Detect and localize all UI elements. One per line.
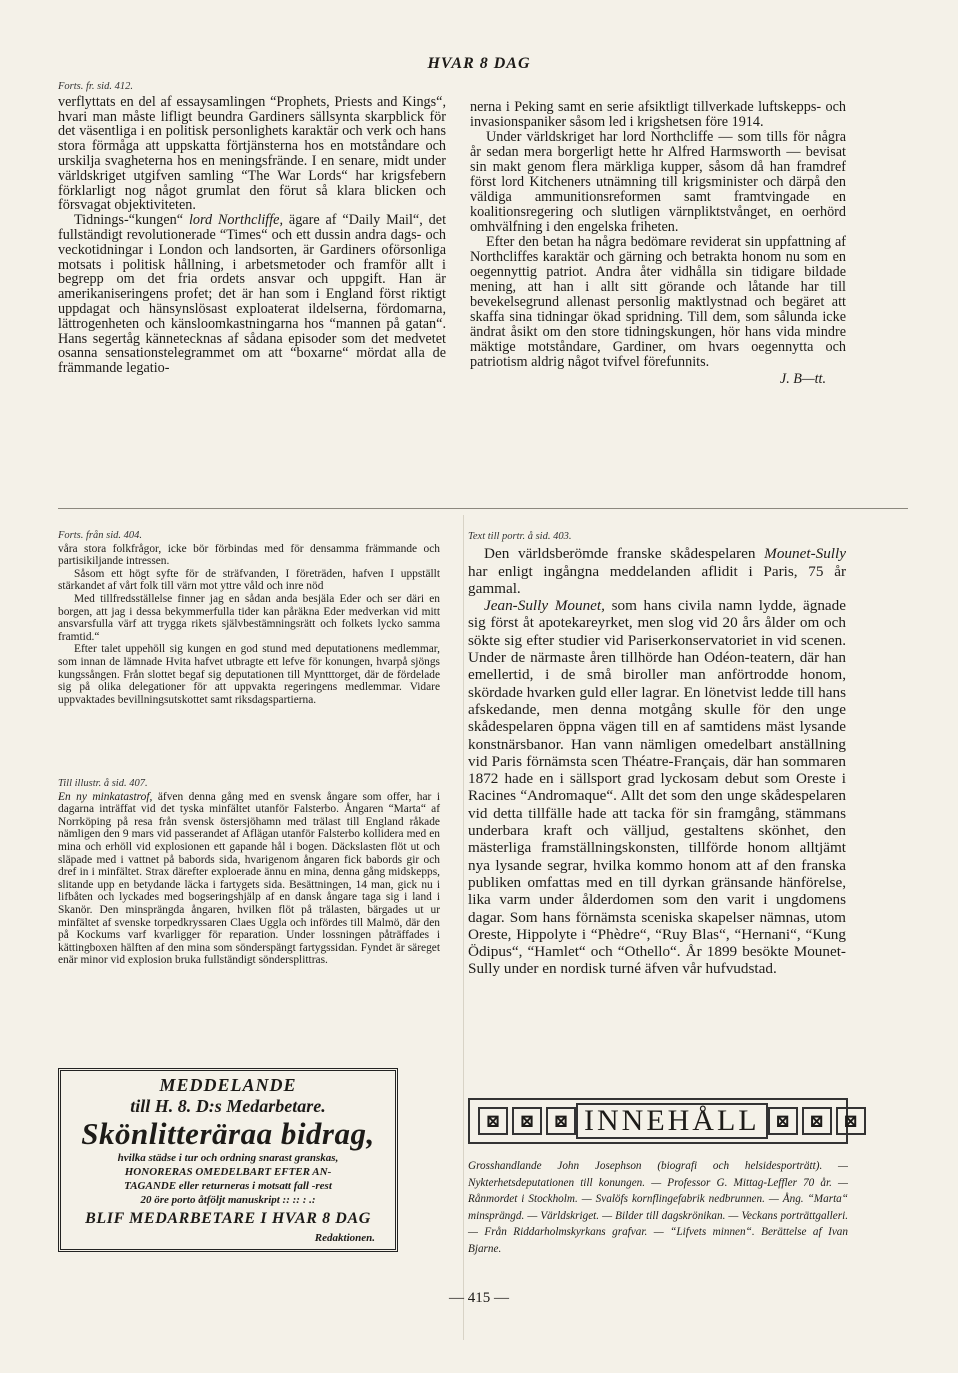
ornament-icon: ⊠ [768, 1107, 798, 1135]
article-text: Tidnings-“kungen“ [74, 212, 184, 229]
mine-disaster-notice [58, 778, 440, 967]
notice-paragraph: Såsom ett högt syfte för de sträfvanden, I företräden, hafven I uppställt stärkandet af vårt folk till värn mot yttre våld och inre nöd [58, 567, 440, 593]
article-paragraph: verflyttats en del af essaysamlingen “Prophets, Priests and Kings“, hvari man måste lifligt beundra Gardiners sällsynta skarpblick för det väsentliga i en politisk personlighets karaktär och verk och hans stora förmåga att uppskatta förtjänsterna hos en motståndare och urskilja svagheterna hos en meningsfrände. I en senare, midt under världskriget utgifven samling “The War Lords“ har krigsfebern förklarligt nog något grumlat den förut så klara blicken och försvagat objektiviteten. [58, 93, 446, 214]
obituary-text: Den världsberömde franske skådespelaren [484, 545, 756, 563]
contents-banner [468, 1098, 859, 1144]
ad-line: TAGANDE eller returneras i motsatt fall -rest [124, 1180, 332, 1192]
person-name: Jean-Sully Mounet, [484, 597, 605, 615]
ad-call-to-action: BLIF MEDARBETARE I HVAR 8 DAG [85, 1210, 371, 1227]
ad-subheading: till H. 8. D:s Medarbetare. [130, 1096, 326, 1116]
article-column-2 [470, 100, 846, 387]
ornament-group-right [768, 1107, 866, 1135]
ad-heading: MEDDELANDE [159, 1075, 297, 1095]
article-paragraph: Efter den betan ha några bedömare reviderat sin uppfattning af Northcliffes karaktär och gärning och betrakta honom nu som en oegennyttig patriot. Andra åter vidhålla sin tidigare bildade mening, att han i allt sitt görande och låtande har till bevekelsegrund allenast personlig maktlystnad och begäret att skaffa sina tidningar ökad spridning. Till dem, som sålunda icke ändrat åsikt om den store tidningskungen, hör hans vida mindre mäktige motståndare, Gardiner, om hvars oegennytta och patriotism aldrig något tvifvel förefunnits. [470, 234, 846, 370]
notice-text: äfven denna gång med en svensk ångare som offer, har i dagarna inträffat vid det tyska minfältet utanför Falsterbo. Ångaren “Marta“ af Norrköping på resa från svensk östersjöhamn med trälast till England råkade nämligen den 9 mars vid passerandet af Aflägan utanför Falsterbo kollidera med en mina och erhöll vid explosionen ett gapande hål i bogen. Däckslasten flöt ut och släpade med i vattnet på babords sida, hvarigenom ångaren fick babords gir och dref in i minfältet. Strax därefter exploerade ännu en mina, denna gång midskepps, slitande upp en betydande läcka i fartygets sida. Besättningen, 14 man, gick nu i lifbåten och lyckades med bogseringshjälp af en dansk ångare taga sig i land i Skanör. Den minsprängda ångaren, hvilken flöt på trälasten, bärgades ut ur minfältet af svenske torpedkryssaren Claes Uggla och infördes till Malmö, där den på Kockums varf kvarligger för reparation. Under lossningen påträffades i kättingboxen hälften af den mina som sönderspängt fartygssidan. Fyndet är säreget enär minor vid explosion bruka fullständigt söndersplittras. [58, 790, 440, 967]
ornament-icon: ⊠ [512, 1107, 542, 1135]
obituary-text: har enligt ingångna meddelanden aflidit i Paris, 75 år gammal. [468, 562, 846, 597]
ad-line: HONORERAS OMEDELBART EFTER AN- [124, 1166, 332, 1178]
ornament-icon: ⊠ [546, 1107, 576, 1135]
article-paragraph: nerna i Peking samt en serie afsiktligt tillverkade luftskepps- och invasionspaniker såsom led i krigshetsen före 1914. [470, 99, 846, 130]
ad-line: 20 öre porto åtföljt manuskript :: :: : .: [140, 1194, 316, 1206]
ornament-icon: ⊠ [802, 1107, 832, 1135]
article-column-1 [58, 80, 446, 376]
continuation-reference: Forts. fr. sid. 412. [58, 81, 133, 92]
contents-title: INNEHÅLL [576, 1103, 768, 1139]
ad-signature: Redaktionen. [314, 1232, 375, 1244]
ad-line: hvilka städse i tur och ordning snarast granskas, [117, 1152, 339, 1164]
article-text: ägare af “Daily Mail“, det fullständigt revolutionerade “Times“ och ett dussin andra dags- och veckotidningar i London och landsorten, är Gardiners oförsonliga motsats i politisk hållning, i arbetsmetoder och framför allt i begrepp om det fria ordets ansvar och uppgift. Han är amerikaniseringens profet; det är han som i England först riktigt uppdagat och hänsynslösast exploaterat ildelserna, fördomarna, lättrogenheten och känsloomkastningarna hos “mannen på gatan“. Hans segertåg kännetecknas af sådana episoder som det medvetet osanna sensationstelegrammet om att “boxarne“ mördat alla de främmande legatio- [58, 212, 447, 377]
contributor-advertisement [58, 1068, 398, 1252]
portrait-reference: Text till portr. å sid. 403. [468, 531, 572, 542]
actor-obituary [468, 528, 846, 978]
running-head: HVAR 8 DAG [427, 55, 531, 72]
article-paragraph [58, 213, 446, 376]
person-name: lord Northcliffe, [188, 212, 283, 229]
ornament-icon: ⊠ [836, 1107, 866, 1135]
page-number: — 415 — [449, 1290, 509, 1306]
continuation-reference: Forts. från sid. 404. [58, 530, 143, 541]
notice-lead: En ny minkatastrof, [58, 790, 153, 803]
section-divider [58, 508, 908, 509]
obituary-paragraph [468, 597, 846, 978]
illustration-reference: Till illustr. å sid. 407. [58, 778, 148, 789]
notice-paragraph: våra stora folkfrågor, icke bör förbindas med för densamma främmande och partisikiljande intressen. [58, 542, 440, 568]
contents-list: Grosshandlande John Josephson (biografi och helsidesporträtt). — Nykterhetsdeputationen till konungen. — Professor G. Mittag-Leffler 70 år. — Rånmordet i Stockholm. — Svalöfs kornflingefabrik nedbrunnen. — Ång. “Marta“ minsprängd. — Världskriget. — Bilder till dagskrönikan. — Veckans porträttgalleri. — Från Riddarholmskyrkans grafvar. — “Lifvets minnen“. Berättelse af Ivan Bjarne. [468, 1160, 848, 1255]
ad-headline: Skönlitteräraa bidrag, [81, 1116, 375, 1151]
ornament-group-left [478, 1107, 576, 1135]
deputation-notice [58, 530, 440, 706]
article-paragraph: Under världskriget har lord Northcliffe — som tills för några år sedan mera borgerligt hette hr Alfred Harmsworth — bevisat sin makt genom flera märkliga kupper, såsom då han framdref först lord Kitcheners utnämning till krigsminister och därpå den väldiga ammunitionsreformen samt framtvingade en koalitionsregering och slutligen värnpliktstvånget, en oerhörd omhvälfning i den engelska friheten. [470, 129, 846, 235]
ornament-icon: ⊠ [478, 1107, 508, 1135]
obituary-text: som hans civila namn lydde, ägnade sig först åt apotekareyrket, men slog vid 20 års ålder om och sökte sig efter studier vid Pariserkonservatoriet in vid scenen. Under de närmaste åren tillhörde han Odéon-teatern, där han emellertid, i de små biroller man anförtrodde honom, skördade hvarken guld eller lagrar. En lönetvist ledde till hans afskedande, men denna motgång skulle för den unge skådespelaren öppna vägen till en af samtidens mäst lysande konstnärsbanor. Han vann nämligen omedelbart anställning vid Paris förnämsta scen Théatre-Français, där han sommaren 1872 hade en i sällsport grad lyckosam debut som Oreste i Racines “Andromaque“. Allt det som den unge skådespelaren vid detta tillfälle hade att tacka för sin framgång, stämmans underbara kraft och välljud, gestaltens skönhet, den mästerliga framställningskonsten, tillförde honom alltjämt nya lysande segrar, hvilka kommo honom att af den franska publiken omfattas med en till dyrkan gränsande hänförelse, lika varm under ålderdomen som den varit i ungdomens dagar. Som hans förnämsta sceniska skapelser nämnas, utom Oreste, Hippolyte i “Phèdre“, “Ruy Blas“, “Hernani“, “Kung Ödipus“, “Hamlet“ och “Othello“. År 1899 besökte Mounet-Sully under en nordisk turné äfven vår hufvudstad. [468, 597, 846, 978]
person-name: Mounet-Sully [764, 545, 846, 563]
obituary-paragraph [468, 545, 846, 597]
notice-paragraph: Efter talet uppehöll sig kungen en god stund med deputationens medlemmar, som innan de lämnade Hvita hafvet utbragte ett lefve för konungen, hvarpå sjöngs kungssången. Från slottet begaf sig deputationen till Myntttorget, där de fördelade sig på olika delegationer för att uppvakta regeringens medlemmar. Vidare uppvaktades bevillningsutskottet samt riksdagspartierna. [58, 643, 440, 706]
author-signature: J. B—tt. [779, 371, 826, 387]
notice-paragraph: Med tillfredsställelse finner jag en sådan anda besjäla Eder och ser däri en borgen, att jag i dessa bekymmerfulla tider kan påräkna Eder medverkan vid mitt ansvarsfulla värf att trygga rikets självbestämningsrätt och folkets lycko samma framtid.“ [58, 592, 440, 643]
column-divider [463, 515, 464, 1340]
notice-paragraph [58, 791, 440, 967]
